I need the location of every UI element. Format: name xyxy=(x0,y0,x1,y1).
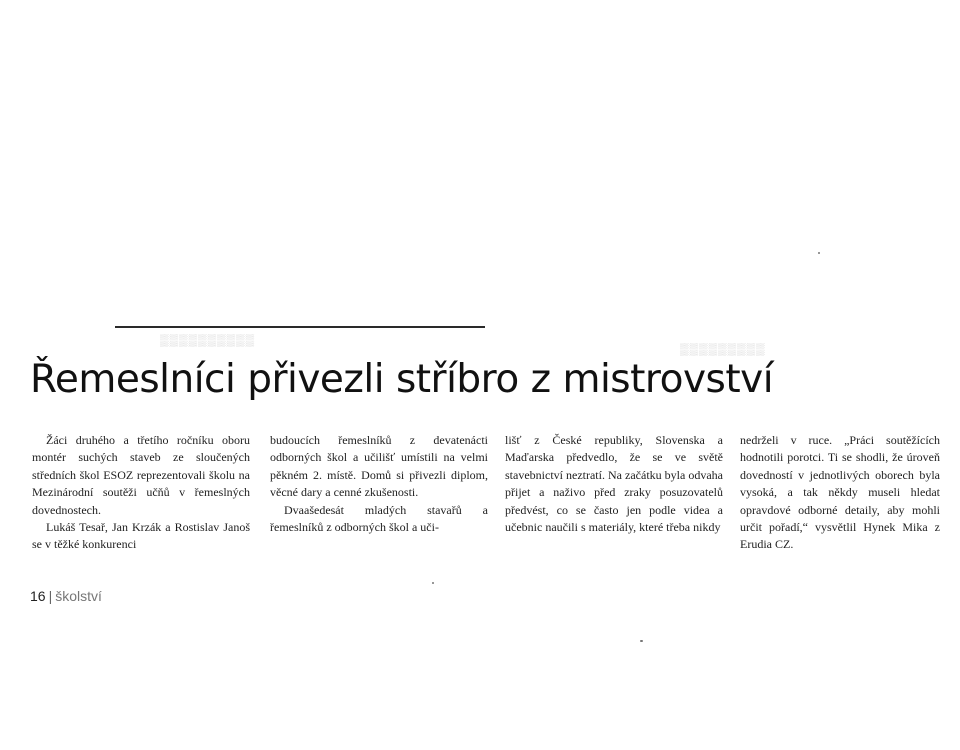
article-column-3 xyxy=(505,432,723,536)
article-paragraph: budoucích řemeslníků z devatenácti odborných škol a učilišť umístili na velmi pěkném 2. místě. Domů si přivezli diplom, věcné dary a cenné zkušenosti. xyxy=(270,433,488,500)
page-number: 16 xyxy=(30,588,46,604)
article-column-2 xyxy=(270,432,488,536)
article-column-4 xyxy=(740,432,940,554)
scan-speck xyxy=(818,252,820,254)
scan-speck xyxy=(432,582,434,584)
article-paragraph: Lukáš Tesař, Jan Krzák a Rostislav Janoš se v těžké konkurenci xyxy=(32,520,250,552)
article-paragraph: Žáci druhého a třetího ročníku oboru montér suchých staveb ze sloučených středních škol ESOZ reprezentovali školu na Mezinárodní soutěži učňů v řemeslných dovednostech. xyxy=(32,433,250,517)
bleed-through-artifact: ▒▒▒▒▒▒▒▒▒ xyxy=(680,342,766,356)
article-paragraph: Dvaašedesát mladých stavařů a řemeslníků z odborných škol a uči- xyxy=(270,502,488,535)
article-paragraph: nedrželi v ruce. „Práci soutěžících hodnotili porotci. Ti se shodli, že úroveň dovedností v jednotlivých oborech byla vysoká, a tak někdy museli hledat opravdové odborné detaily, aby mohli určit pořadí,“ vysvětlil Hynek Mika z Erudia CZ. xyxy=(740,433,940,552)
bleed-through-artifact: ▒▒▒▒▒▒▒▒▒▒ xyxy=(160,333,256,347)
scan-top-rule xyxy=(115,326,485,328)
scan-speck xyxy=(640,640,643,642)
footer-separator: | xyxy=(48,588,53,604)
section-name: školství xyxy=(55,588,102,604)
article-paragraph: lišť z České republiky, Slovenska a Maďarska předvedlo, že se ve světě stavebnictví neztratí. Na začátku byla odvaha přijet a naživo před zraky posuzovatelů předvést, co se často jen podle videa a učebnic naučili s materiály, které třeba nikdy xyxy=(505,433,723,535)
page-footer xyxy=(30,588,102,604)
article-headline: Řemeslníci přivezli stříbro z mistrovství xyxy=(30,357,774,402)
article-column-1 xyxy=(32,432,250,554)
